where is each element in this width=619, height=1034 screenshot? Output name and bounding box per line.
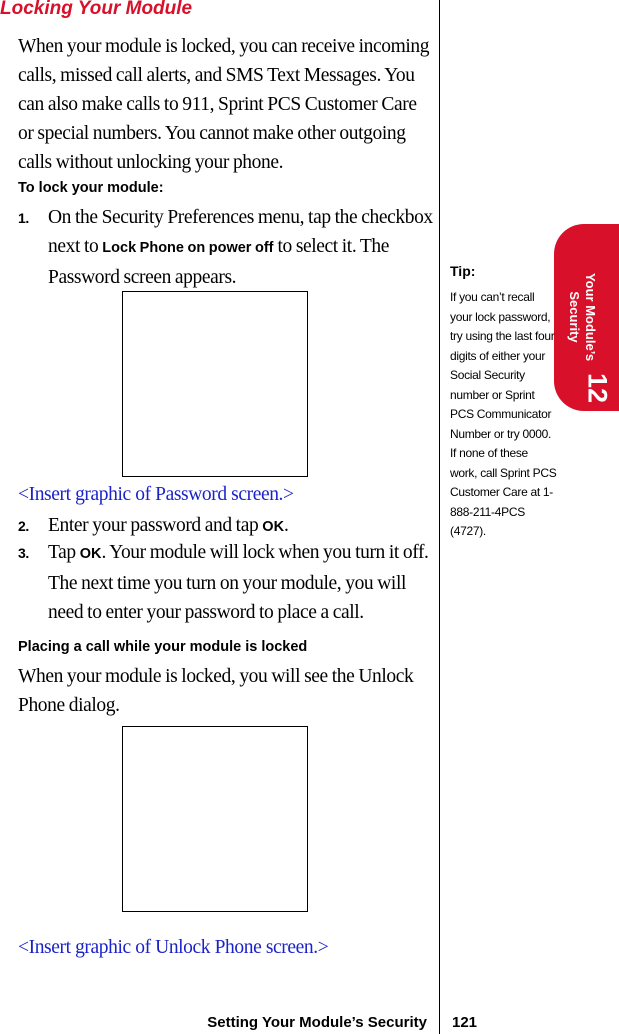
step-1-number: 1.	[18, 210, 29, 226]
ok-term: OK	[262, 519, 285, 535]
footer-section-title: Setting Your Module’s Security	[207, 1014, 427, 1031]
step-3-text: Tap OK. Your module will lock when you turn it off. The next time you turn on your module, you will need to enter your password to place a call.	[48, 542, 429, 623]
tip-text: If you can’t recall your lock password, try using the last four digits of either your Social Security number or Sprint PCS Communicator Number or try 0000. If none of these work, call Sprint PCS Customer Care at 1-888-211-4PCS (4727).	[450, 290, 557, 538]
page-title: Locking Your Module	[0, 0, 193, 19]
step-2-number: 2.	[18, 518, 29, 534]
placing-call-heading: Placing a call while your module is locked	[18, 639, 308, 655]
placing-call-paragraph: When your module is locked, you will see the Unlock Phone dialog.	[18, 666, 414, 716]
ok-term: OK	[79, 546, 102, 562]
unlock-phone-screen-placeholder	[122, 726, 308, 912]
intro-paragraph: When your module is locked, you can receive incoming calls, missed call alerts, and SMS Text Messages. You can also make calls to 911, Sprint PCS Customer Care or special numbers. You cannot make other outgoing calls without unlocking your phone.	[18, 36, 430, 173]
unlock-graphic-caption: <Insert graphic of Unlock Phone screen.>	[18, 937, 329, 958]
chapter-tab-label: Your Module’s Security	[567, 272, 598, 362]
step-2-text: Enter your password and tap OK.	[48, 515, 289, 536]
lock-phone-on-power-off-term: Lock Phone on power off	[102, 240, 274, 256]
password-screen-placeholder	[122, 291, 308, 477]
lock-module-heading: To lock your module:	[18, 180, 164, 196]
step-1-text: On the Security Preferences menu, tap the checkbox next to Lock Phone on power off to select it. The Password screen appears.	[48, 207, 433, 288]
column-divider	[439, 0, 440, 1034]
step-3	[18, 538, 434, 627]
tip-title: Tip:	[450, 263, 476, 279]
step-3-number: 3.	[18, 545, 29, 561]
password-graphic-caption: <Insert graphic of Password screen.>	[18, 484, 294, 505]
chapter-number: 12	[582, 372, 613, 404]
step-1	[18, 203, 434, 292]
footer-page-number: 121	[452, 1014, 478, 1031]
